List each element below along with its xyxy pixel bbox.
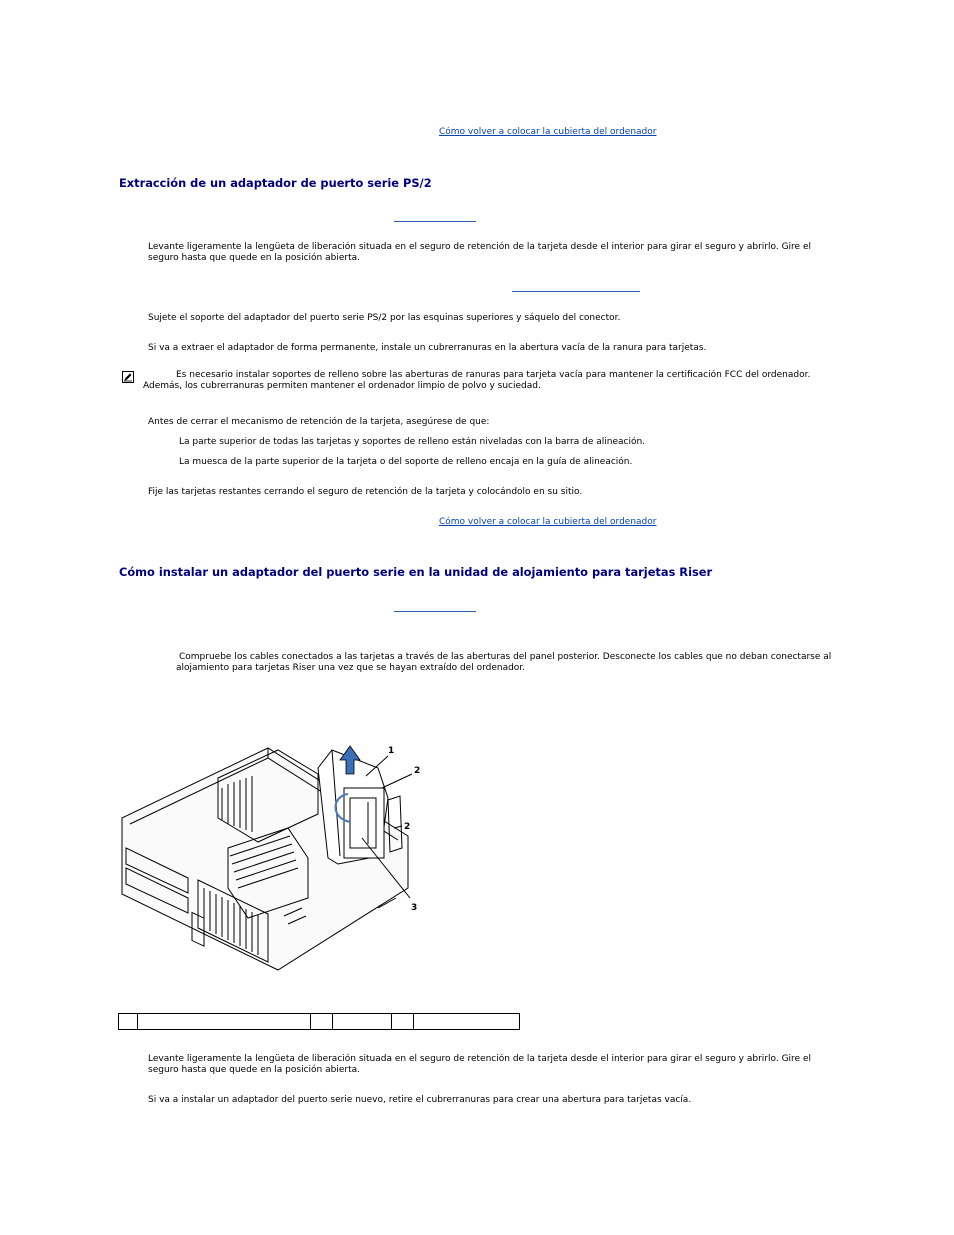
- step-grasp-bracket: Sujete el soporte del adaptador del puerto serie PS/2 por las esquinas superiores y sáquelo del conector.: [148, 313, 621, 323]
- callout-table: [118, 1013, 520, 1030]
- table-cell: [333, 1014, 392, 1030]
- table-cell: [138, 1014, 311, 1030]
- step-remove-filler: Si va a instalar un adaptador del puerto serie nuevo, retire el cubrerranuras para crear una abertura para tarjetas vacía.: [148, 1095, 692, 1105]
- table-cell: [311, 1014, 333, 1030]
- step-install-filler: Si va a extraer el adaptador de forma permanente, instale un cubrerranuras en la abertura vacía de la ranura para tarjetas.: [148, 343, 707, 353]
- step-check-cables: Compruebe los cables conectados a las tarjetas a través de las aberturas del panel posterior. Desconecte los cables que no deban conectarse al alojamiento para tarjetas Riser una vez que se hayan extraído del ordenador.: [176, 652, 832, 673]
- table-row: [119, 1014, 520, 1030]
- step-before-close: Antes de cerrar el mecanismo de retención de la tarjeta, asegúrese de que:: [148, 417, 490, 427]
- section-title-remove-ps2: Extracción de un adaptador de puerto serie PS/2: [119, 176, 432, 190]
- figure-callout-2b: 2: [404, 822, 411, 832]
- section-title-install-serial: Cómo instalar un adaptador del puerto serie en la unidad de alojamiento para tarjetas Riser: [119, 565, 713, 579]
- step-lift-latch-1: Levante ligeramente la lengüeta de liberación situada en el seguro de retención de la tarjeta desde el interior para girar el seguro y abrirlo. Gire el seguro hasta que quede en la posición abierta.: [148, 242, 811, 263]
- replace-cover-link-1[interactable]: Cómo volver a colocar la cubierta del ordenador: [439, 127, 657, 137]
- figure-callout-2a: 2: [414, 766, 421, 776]
- riser-cage-figure: [118, 738, 424, 972]
- table-cell: [119, 1014, 138, 1030]
- check-item-1: La parte superior de todas las tarjetas y soportes de relleno están niveladas con la barra de alineación.: [179, 437, 646, 447]
- note-fcc-filler: Es necesario instalar soportes de relleno sobre las aberturas de ranuras para tarjeta vacía para mantener la certificación FCC del ordenador. Además, los cubrerranuras permiten mantener el ordenador limpio de polvo y suciedad.: [143, 370, 811, 391]
- table-cell: [414, 1014, 520, 1030]
- blank-link-3[interactable]: [394, 611, 476, 612]
- step-secure-cards: Fije las tarjetas restantes cerrando el seguro de retención de la tarjeta y colocándolo en su sitio.: [148, 487, 583, 497]
- figure-callout-3: 3: [411, 903, 418, 913]
- table-cell: [392, 1014, 414, 1030]
- check-item-2: La muesca de la parte superior de la tarjeta o del soporte de relleno encaja en la guía de alineación.: [179, 457, 633, 467]
- figure-callout-1: 1: [388, 746, 395, 756]
- step-lift-latch-2: Levante ligeramente la lengüeta de liberación situada en el seguro de retención de la tarjeta desde el interior para girar el seguro y abrirlo. Gire el seguro hasta que quede en la posición abierta.: [148, 1054, 811, 1075]
- blank-link-1[interactable]: [394, 221, 476, 222]
- blank-link-2[interactable]: [512, 291, 640, 292]
- note-pencil-icon: [122, 371, 134, 383]
- replace-cover-link-2[interactable]: Cómo volver a colocar la cubierta del ordenador: [439, 517, 657, 527]
